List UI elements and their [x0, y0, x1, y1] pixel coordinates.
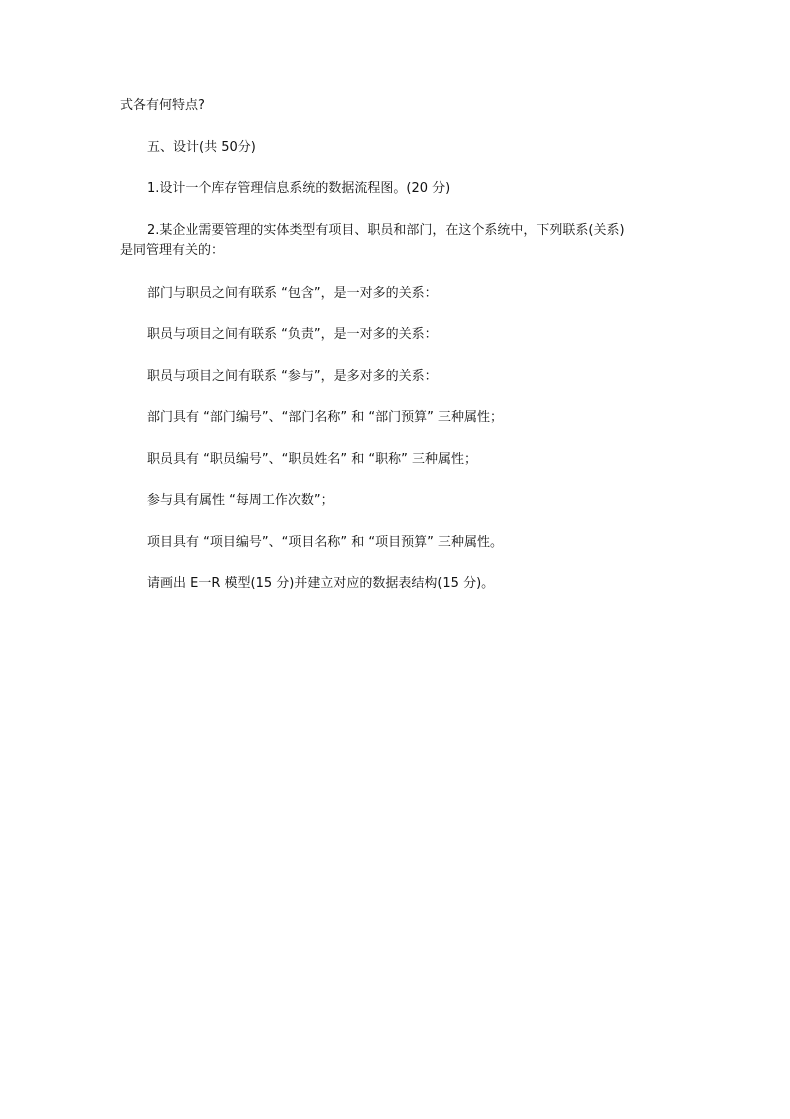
section-heading-design: 五、设计(共 50分): [147, 140, 256, 155]
question-2-line-1: 2.某企业需要管理的实体类型有项目、职员和部门，在这个系统中，下列联系(关系): [147, 223, 625, 238]
participation-attribute: 参与具有属性 “每周工作次数”；: [147, 493, 334, 508]
question-2-line-2: 是同管理有关的：: [120, 243, 225, 258]
department-attributes: 部门具有 “部门编号”、“部门名称” 和 “部门预算” 三种属性；: [147, 410, 503, 425]
relationship-contains: 部门与职员之间有联系 “包含”，是一对多的关系：: [147, 286, 438, 301]
text-line-1: 式各有何特点?: [120, 98, 205, 113]
instruction-er-model: 请画出 E一R 模型(15 分)并建立对应的数据表结构(15 分)。: [147, 576, 495, 591]
question-1: 1.设计一个库存管理信息系统的数据流程图。(20 分): [147, 181, 451, 196]
employee-attributes: 职员具有 “职员编号”、“职员姓名” 和 “职称” 三种属性；: [147, 452, 477, 467]
relationship-participates: 职员与项目之间有联系 “参与”，是多对多的关系：: [147, 369, 438, 384]
relationship-responsible: 职员与项目之间有联系 “负责”，是一对多的关系：: [147, 327, 438, 342]
project-attributes: 项目具有 “项目编号”、“项目名称” 和 “项目预算” 三种属性。: [147, 535, 503, 550]
